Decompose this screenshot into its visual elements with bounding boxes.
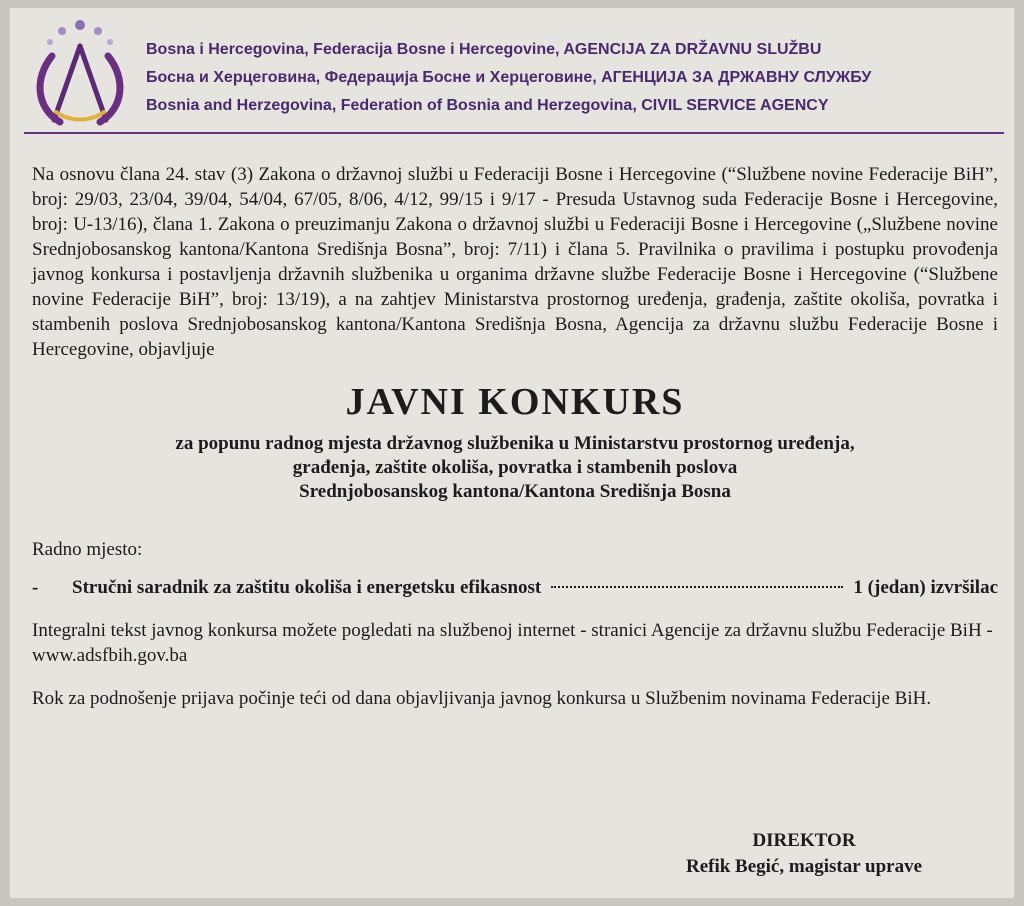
position-bullet: - xyxy=(32,577,39,598)
position-row xyxy=(32,576,998,600)
notice-subtitle xyxy=(32,432,998,504)
header-lines xyxy=(146,36,1006,120)
header-line-bosnian: Bosna i Hercegovina, Federacija Bosne i Hercegovine, AGENCIJA ZA DRŽAVNU SLUŽBU xyxy=(146,41,822,58)
subtitle-line: za popunu radnog mjesta državnog službenika u Ministarstvu prostornog uređenja, xyxy=(175,433,855,454)
agency-header xyxy=(10,8,1014,138)
position-label: Radno mjesto: xyxy=(32,539,143,560)
position-count: 1 (jedan) izvršilac xyxy=(853,577,998,598)
notice-page xyxy=(10,8,1014,898)
subtitle-line: Srednjobosanskog kantona/Kantona Središnja Bosna xyxy=(299,481,731,502)
header-line-cyrillic: Босна и Херцеговина, Федерација Босне и Херцеговине, АГЕНЦИЈА ЗА ДРЖАВНУ СЛУЖБУ xyxy=(146,69,872,86)
position-name: Stručni saradnik za zaštitu okoliša i energetsku efikasnost xyxy=(72,577,542,598)
signature-name: Refik Begić, magistar uprave xyxy=(685,856,923,877)
notice-body xyxy=(32,162,998,711)
intro-paragraph: Na osnovu člana 24. stav (3) Zakona o državnoj službi u Federaciji Bosne i Hercegovine (“Službene novine Federacije BiH”, broj: 29/03, 23/04, 39/04, 54/04, 67/05, 8/06, 4/12, 99/15 i 9/17 - Presuda Ustavnog suda Federacije Bosne i Hercegovine, broj: U-13/16), člana 1. Zakona o preuzimanju Zakona o državnoj službi u Federaciji Bosne i Hercegovine („Službene novine Srednjobosanskog kantona/Kantona Središnja Bosna”, broj: 7/11) i člana 5. Pravilnika o pravilima i postupku provođenja javnog konkursa i postavljenja državnih službenika u organima državne službe Federacije Bosne i Hercegovine (“Službene novine Federacije BiH”, broj: 13/19), a na zahtjev Ministarstva prostornog uređenja, građenja, zaštite okoliša, povratka i stambenih poslova Srednjobosanskog kantona/Kantona Središnja Bosna, Agencija za državnu službu Federacije Bosne i Hercegovine, objavljuje xyxy=(32,164,998,360)
agency-logo-icon xyxy=(30,16,130,131)
dotted-leader xyxy=(551,586,843,588)
notice-title: JAVNI KONKURS xyxy=(345,381,685,423)
signature-block xyxy=(644,828,964,880)
header-line-english: Bosnia and Herzegovina, Federation of Bosnia and Herzegovina, CIVIL SERVICE AGENCY xyxy=(146,97,829,114)
subtitle-line: građenja, zaštite okoliša, povratka i stambenih poslova xyxy=(292,457,738,478)
deadline-paragraph: Rok za podnošenje prijava počinje teći od dana objavljivanja javnog konkursa u Službenim novinama Federacije BiH. xyxy=(32,688,932,709)
signature-title: DIREKTOR xyxy=(752,830,856,851)
website-paragraph: Integralni tekst javnog konkursa možete pogledati na službenoj internet - stranici Agencije za državnu službu Federacije BiH - www.adsfbih.gov.ba xyxy=(32,620,993,666)
header-divider xyxy=(24,132,1004,134)
